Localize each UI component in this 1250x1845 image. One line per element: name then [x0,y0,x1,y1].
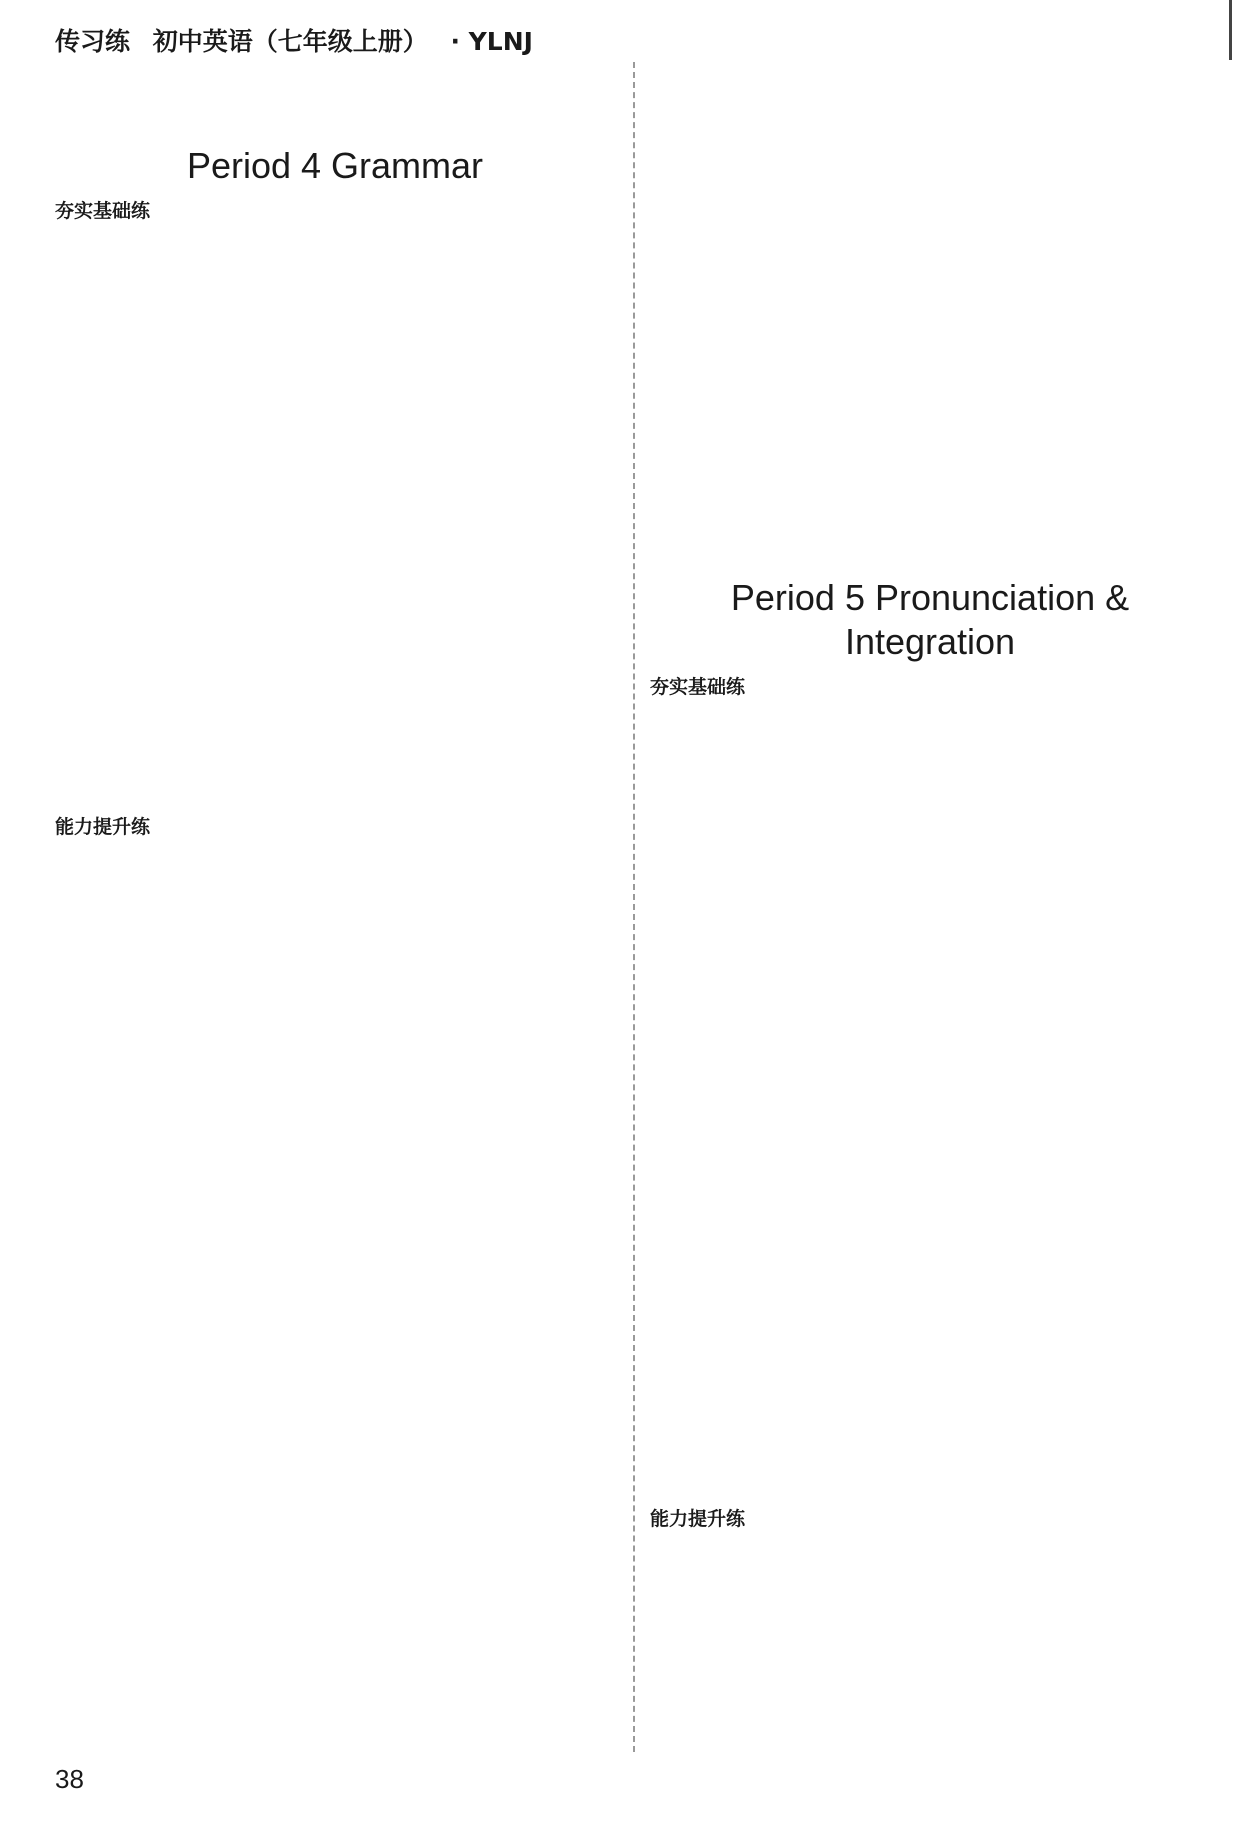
answer-line [55,1280,615,1316]
answer-line [650,320,1210,356]
answer-line [55,1388,615,1424]
answer-line [650,1612,1210,1648]
answer-line [55,1496,615,1532]
answer-line [650,960,1210,996]
right-advanced-lines [650,1540,1210,1684]
answer-line [55,556,615,592]
answer-line [650,536,1210,572]
answer-line [55,376,615,412]
column-divider [633,62,635,1752]
page-number: 38 [55,1764,84,1794]
answer-line [55,772,615,808]
answer-line [55,1208,615,1244]
answer-line [650,996,1210,1032]
period-5-title: Period 5 Pronunciation & Integration [730,577,1130,662]
answer-line [650,924,1210,960]
answer-line [650,1104,1210,1140]
answer-line [650,1176,1210,1212]
answer-line [55,1532,615,1568]
answer-line [650,1428,1210,1464]
answer-line [55,340,615,376]
answer-line [55,1064,615,1100]
answer-line [650,1068,1210,1104]
answer-line [650,68,1210,104]
answer-line [55,484,615,520]
answer-line [55,628,615,664]
answer-line [55,304,615,340]
left-lead-lines [55,68,615,140]
answer-line [650,744,1210,780]
answer-line [55,104,615,140]
answer-line [55,268,615,304]
answer-line [650,464,1210,500]
answer-line [650,1648,1210,1684]
book-title: 初中英语（七年级上册） [152,27,428,56]
answer-line [55,664,615,700]
answer-line [650,284,1210,320]
answer-line [55,232,615,268]
answer-line [55,736,615,772]
right-column [650,68,1210,1684]
answer-line [650,888,1210,924]
left-advanced-lines [55,848,615,1640]
answer-line [650,392,1210,428]
edition-code: · YLNJ [450,27,533,56]
answer-line [650,708,1210,744]
answer-line [55,884,615,920]
answer-line [55,1100,615,1136]
left-advanced-section: 能力提升练 [55,816,151,838]
right-advanced-section: 能力提升练 [650,1508,746,1530]
answer-line [55,1568,615,1604]
answer-line [650,500,1210,536]
answer-line [55,1352,615,1388]
answer-line [55,1244,615,1280]
answer-line [55,1136,615,1172]
answer-line [55,920,615,956]
answer-line [55,1316,615,1352]
answer-line [55,448,615,484]
answer-line [650,248,1210,284]
answer-line [650,1356,1210,1392]
answer-line [55,1172,615,1208]
answer-line [650,1576,1210,1612]
answer-line [650,212,1210,248]
page-edge-mark [1229,0,1232,60]
answer-line [650,852,1210,888]
left-basic-section: 夯实基础练 [55,200,151,222]
answer-line [650,816,1210,852]
answer-line [650,356,1210,392]
answer-line [55,592,615,628]
answer-line [650,176,1210,212]
answer-line [55,956,615,992]
answer-line [55,848,615,884]
answer-line [55,412,615,448]
left-column [55,68,615,1640]
book-name: 传习练 [55,27,131,56]
answer-line [55,68,615,104]
running-header [55,22,547,58]
answer-line [650,1320,1210,1356]
answer-line [650,140,1210,176]
answer-line [650,1248,1210,1284]
right-basic-lines [650,708,1210,1500]
answer-line [650,428,1210,464]
answer-line [650,1032,1210,1068]
answer-line [650,1392,1210,1428]
answer-line [55,1424,615,1460]
answer-line [650,1464,1210,1500]
answer-line [650,1212,1210,1248]
answer-line [55,1460,615,1496]
answer-line [650,1284,1210,1320]
answer-line [55,1604,615,1640]
answer-line [650,1140,1210,1176]
answer-line [650,780,1210,816]
answer-line [55,992,615,1028]
left-basic-lines [55,232,615,808]
right-lead-lines [650,68,1210,572]
answer-line [55,700,615,736]
period-4-title: Period 4 Grammar [186,145,484,186]
answer-line [55,1028,615,1064]
answer-line [650,1540,1210,1576]
answer-line [650,104,1210,140]
right-basic-section: 夯实基础练 [650,676,746,698]
answer-line [55,520,615,556]
